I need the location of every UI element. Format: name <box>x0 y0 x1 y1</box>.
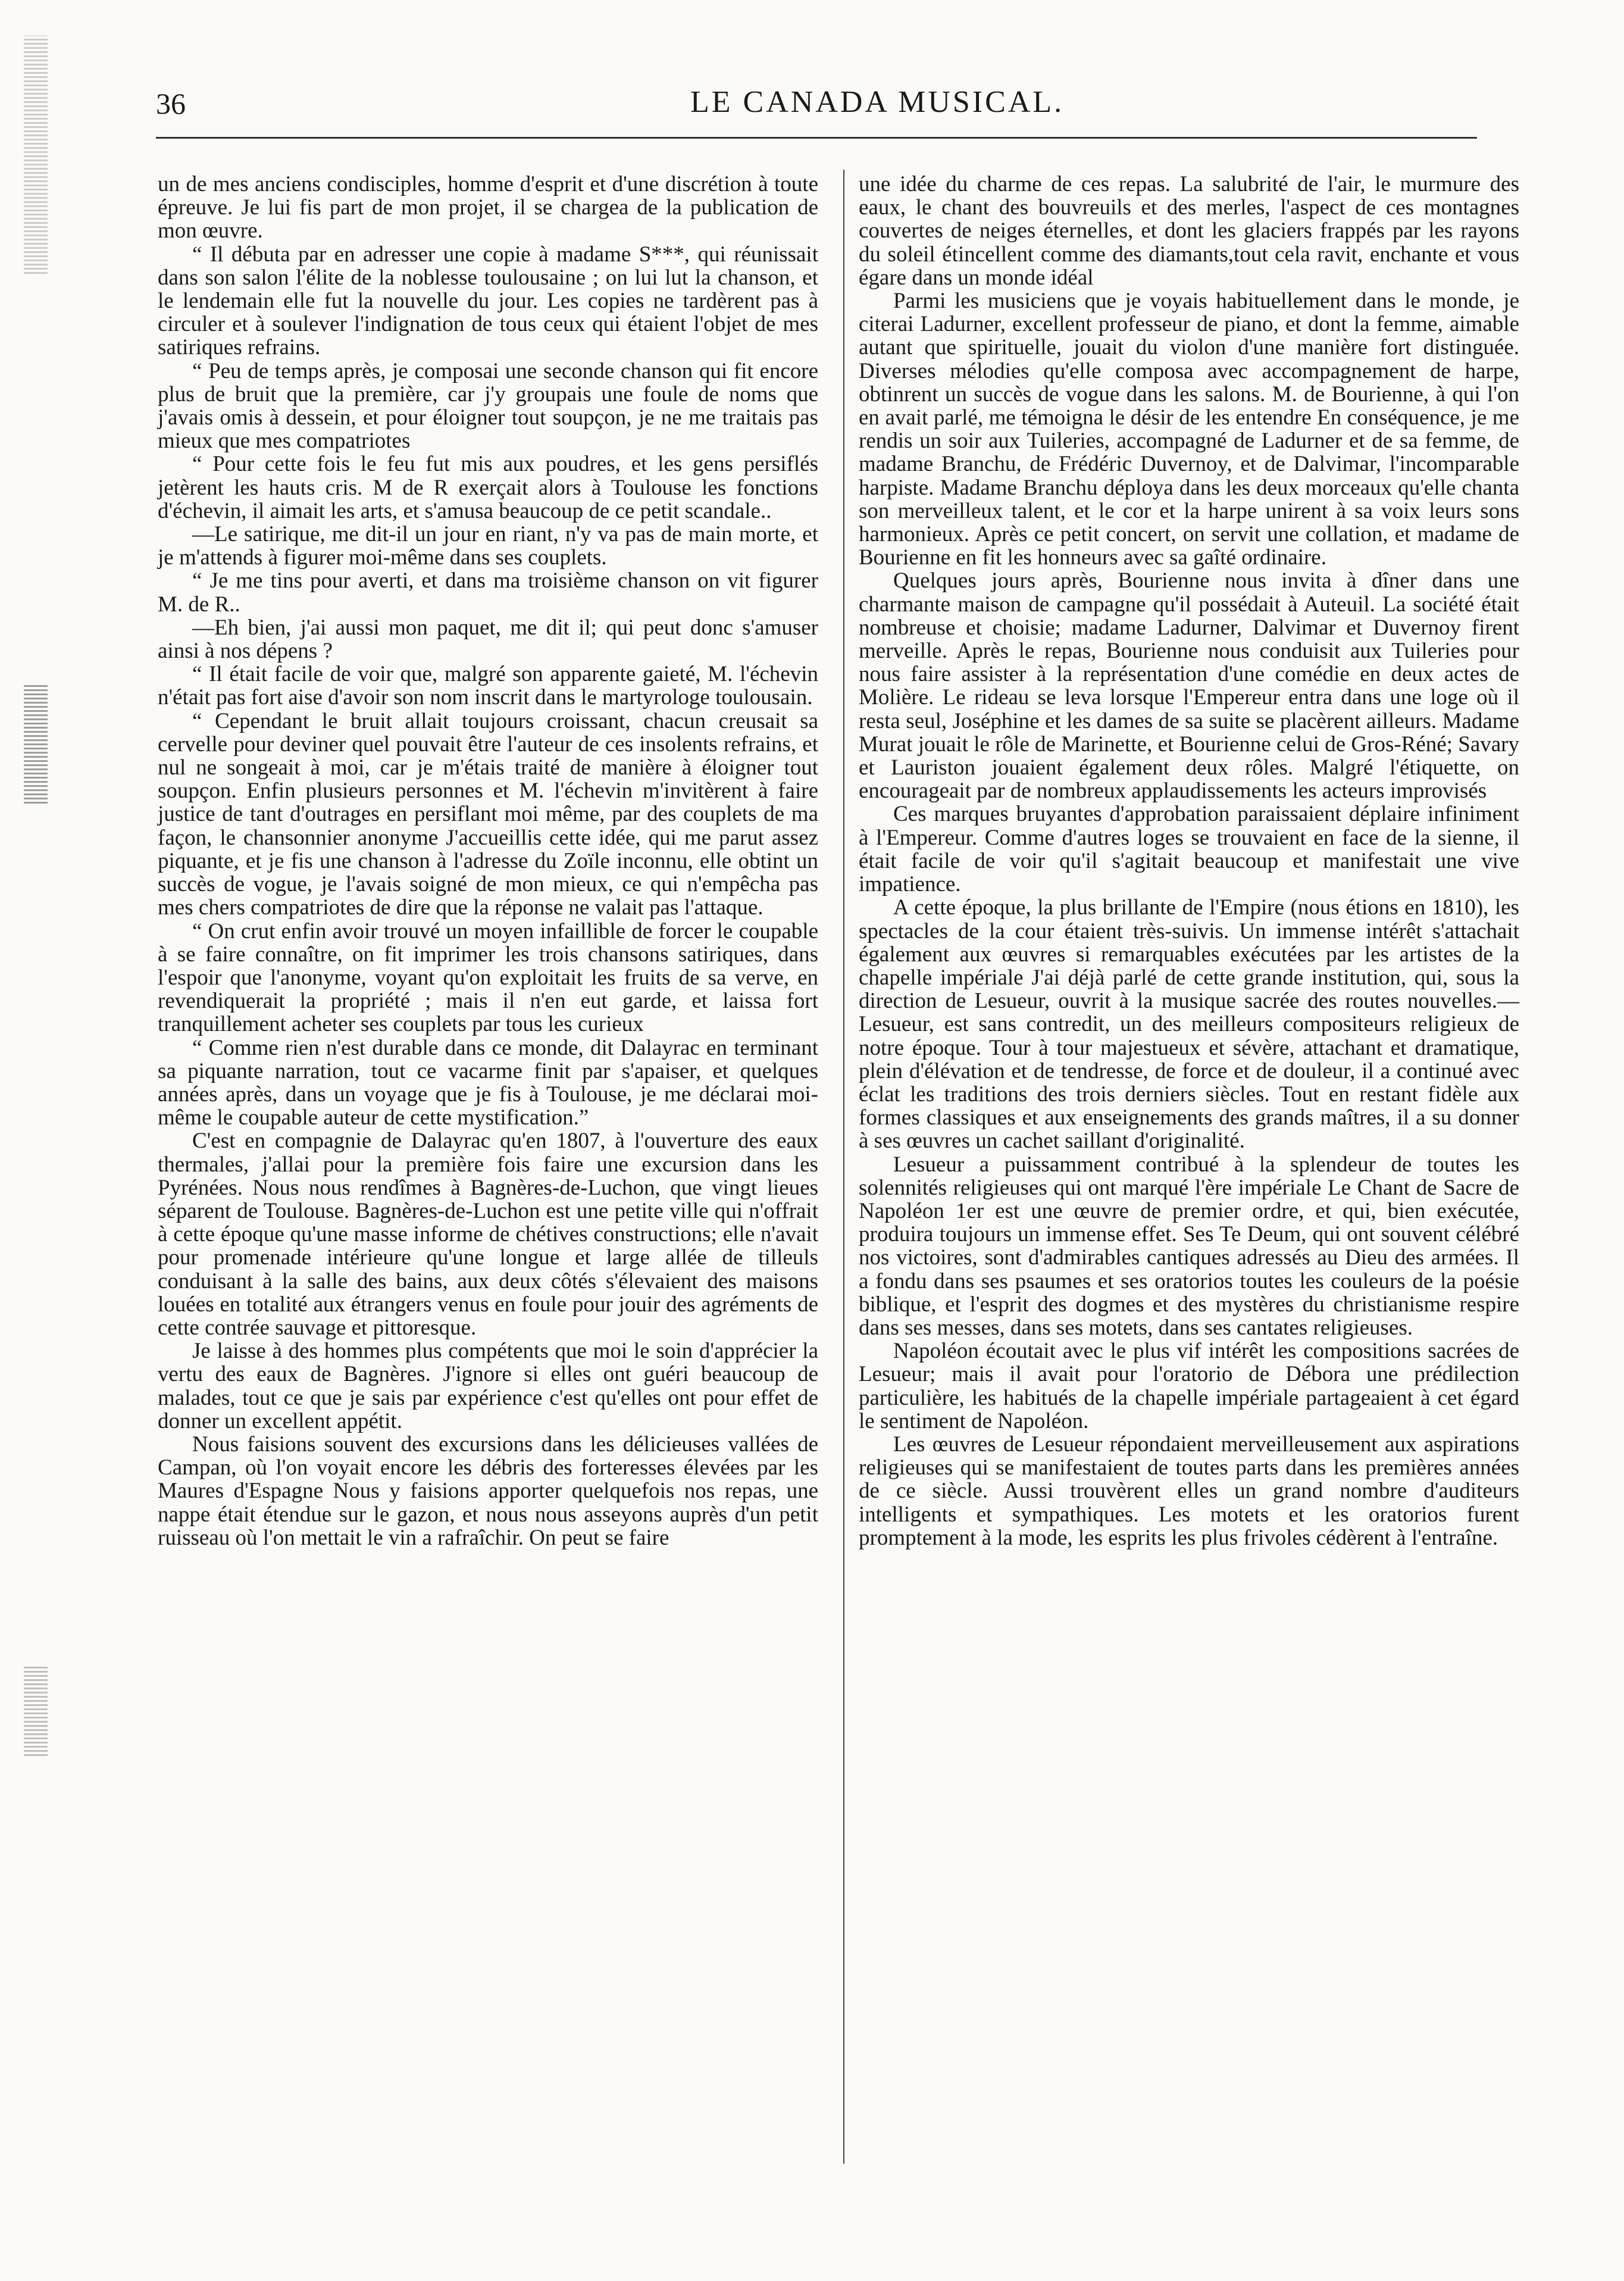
column-divider <box>843 170 844 2164</box>
header-rule <box>156 137 1477 139</box>
paragraph: —Le satirique, me dit-il un jour en riant, n'y va pas de main morte, et je m'attends à figurer moi-même dans ses couplets. <box>158 522 818 570</box>
paragraph: Ces marques bruyantes d'approbation paraissaient déplaire infiniment à l'Empereur. Comme d'autres loges se trouvaient en face de la sienne, il était facile de voir qu'il s'agitait beaucoup et manifestait une vive impatience. <box>859 802 1519 897</box>
paragraph: “ Peu de temps après, je composai une seconde chanson qui fit encore plus de bruit que la première, car j'y groupais une foule de noms que j'avais omis à dessein, et pour éloigner tout soupçon, je ne me traitais pas mieux que mes compatriotes <box>158 358 818 454</box>
paragraph: —Eh bien, j'ai aussi mon paquet, me dit il; qui peut donc s'amuser ainsi à nos dépens ? <box>158 615 818 664</box>
scan-edge-mark <box>24 1667 48 1756</box>
scan-edge-mark <box>24 685 48 804</box>
scan-edge-mark <box>24 36 48 274</box>
paragraph: “ Pour cette fois le feu fut mis aux poudres, et les gens persiflés jetèrent les hauts cris. M de R exerçait alors à Toulouse les fonctions d'échevin, il aimait les arts, et s'amusa beaucoup de ce petit scandale.. <box>158 452 818 523</box>
paragraph: Napoléon écoutait avec le plus vif intérêt les compositions sacrées de Lesueur; mais il avait pour l'oratorio de Débora une prédilection particulière, les habitués de la chapelle impériale partageaient à cet égard le sentiment de Napoléon. <box>859 1339 1519 1433</box>
paragraph: C'est en compagnie de Dalayrac qu'en 1807, à l'ouverture des eaux thermales, j'allai pour la première fois faire une excursion dans les Pyrénées. Nous nous rendîmes à Bagnères-de-Luchon, que vingt lieues séparent de Toulouse. Bagnères-de-Luchon est une petite ville qui n'offrait à cette époque qu'une masse informe de chétives constructions; elle n'avait pour promenade intérieure qu'une longue et large allée de tilleuls conduisant à la salle des bains, aux deux côtés s'élevaient des maisons louées en totalité aux étrangers venus en foule pour jouir des agréments de cette contrée sauvage et pittoresque. <box>158 1129 818 1340</box>
paragraph: A cette époque, la plus brillante de l'Empire (nous étions en 1810), les spectacles de la cour étaient très-suivis. Un immense intérêt s'attachait également aux œuvres si remarquables exécutées par les artistes de la chapelle impériale J'ai déjà parlé de cette grande institution, qui, sous la direction de Lesueur, ouvrit à la musique sacrée des routes nouvelles.—Lesueur, est sans contredit, un des meilleurs compositeurs religieux de notre époque. Tour à tour majestueux et sévère, attachant et dramatique, plein d'élévation et de tendresse, de force et de douleur, il a continué avec éclat les traditions des trois derniers siècles. Tout en restant fidèle aux formes classiques et aux enseignements des grands maîtres, il a su donner à ses œuvres un cachet saillant d'originalité. <box>859 895 1519 1154</box>
paragraph: “ On crut enfin avoir trouvé un moyen infaillible de forcer le coupable à se faire connaître, on fit imprimer les trois chansons satiriques, dans l'espoir que l'anonyme, voyant qu'on exploitait les fruits de sa verve, en revendiquerait la propriété ; mais il n'en eut garde, et laissa fort tranquillement acheter ses couplets par tous les curieux <box>158 918 818 1037</box>
paragraph: Les œuvres de Lesueur répondaient merveilleusement aux aspirations religieuses qui se manifestaient de toutes parts dans les premières années de ce siècle. Aussi trouvèrent elles un grand nombre d'auditeurs intelligents et sympathiques. Les motets et les oratorios furent promptement à la mode, les esprits les plus frivoles cédèrent à l'entraîne. <box>859 1432 1519 1550</box>
right-column <box>859 173 1519 1549</box>
paragraph: Parmi les musiciens que je voyais habituellement dans le monde, je citerai Ladurner, excellent professeur de piano, et dont la femme, aimable autant que spirituelle, jouait du violon d'une manière fort distinguée. Diverses mélodies qu'elle composa avec accompagnement de harpe, obtinrent un succès de vogue dans les salons. M. de Bourienne, à qui l'on en avait parlé, me témoigna le désir de les entendre En conséquence, je me rendis un soir aux Tuileries, accompagné de Ladurner et de sa femme, de madame Branchu, de Frédéric Duvernoy, et de Dalvimar, l'incomparable harpiste. Madame Branchu déploya dans les deux morceaux qu'elle chanta son merveilleux talent, et le cor et la harpe unirent à sa voix leurs sons harmonieux. Après ce petit concert, on servit une collation, et madame de Bourienne en fit les honneurs avec sa gaîté ordinaire. <box>859 289 1519 570</box>
running-title: LE CANADA MUSICAL. <box>690 85 1065 119</box>
paragraph: Quelques jours après, Bourienne nous invita à dîner dans une charmante maison de campagne qu'il possédait à Auteuil. La société était nombreuse et choisie; madame Ladurner, Dalvimar et Duvernoy firent merveille. Après le repas, Bourienne nous conduisit aux Tuileries pour nous faire assister à la représentation d'une comédie en deux actes de Molière. Le rideau se leva lorsque l'Empereur entra dans une loge où il resta seul, Joséphine et les dames de sa suite se placèrent ailleurs. Madame Murat jouait le rôle de Marinette, et Bourienne celui de Gros-Réné; Savary et Lauriston jouaient également deux rôles. Malgré l'étiquette, on encourageait par de nombreux applaudissements les acteurs improvisés <box>859 568 1519 804</box>
paragraph: Nous faisions souvent des excursions dans les délicieuses vallées de Campan, où l'on voyait encore les débris des forteresses élevées par les Maures d'Espagne Nous y faisions apporter quelquefois nos repas, une nappe était étendue sur le gazon, et nous nous asseyons auprès d'un petit ruisseau où l'on mettait le vin a rafraîchir. On peut se faire <box>158 1432 818 1550</box>
paragraph: “ Il débuta par en adresser une copie à madame S***, qui réunissait dans son salon l'élite de la noblesse toulousaine ; on lui lut la chanson, et le lendemain elle fut la nouvelle du jour. Les copies ne tardèrent pas à circuler et à soulever l'indignation de tous ceux qui étaient l'objet de mes satiriques refrains. <box>158 242 818 360</box>
paragraph: “ Je me tins pour averti, et dans ma troisième chanson on vit figurer M. de R.. <box>158 568 818 617</box>
paragraph: “ Cependant le bruit allait toujours croissant, chacun creusait sa cervelle pour deviner quel pouvait être l'auteur de ces insolents refrains, et nul ne songeait à moi, car je m'étais traité de manière à éloigner tout soupçon. Enfin plusieurs personnes et M. l'échevin m'invitèrent à faire justice de tant d'outrages en persiflant moi même, par des couplets de ma façon, le chansonnier anonyme J'accueillis cette idée, qui me parut assez piquante, et je fis une chanson à l'adresse du Zoïle inconnu, elle obtint un succès de vogue, je l'avais soigné de mon mieux, ce qui n'empêcha pas mes chers compatriotes de dire que la réponse ne valait pas l'attaque. <box>158 708 818 920</box>
paragraph: un de mes anciens condisciples, homme d'esprit et d'une discrétion à toute épreuve. Je lui fis part de mon projet, il se chargea de la publication de mon œuvre. <box>158 172 818 243</box>
page-number: 36 <box>156 87 186 120</box>
paragraph: “ Comme rien n'est durable dans ce monde, dit Dalayrac en terminant sa piquante narration, tout ce vacarme finit par s'apaiser, et quelques années après, dans un voyage que je fis à Toulouse, je me déclarai moi-même le coupable auteur de cette mystification.” <box>158 1035 818 1130</box>
paragraph: Je laisse à des hommes plus compétents que moi le soin d'apprécier la vertu des eaux de Bagnères. J'ignore si elles ont guéri beaucoup de malades, tout ce que je sais par expérience c'est qu'elles ont pour effet de donner un excellent appétit. <box>158 1339 818 1433</box>
left-column <box>158 173 818 1549</box>
paragraph: Lesueur a puissamment contribué à la splendeur de toutes les solennités religieuses qui ont marqué l'ère impériale Le Chant de Sacre de Napoléon 1er est une œuvre de premier ordre, et qui, bien exécutée, produira toujours un immense effet. Ses Te Deum, qui ont souvent célébré nos victoires, sont d'admirables cantiques adressés au Dieu des armées. Il a fondu dans ses psaumes et ses oratorios toutes les couleurs de la poésie biblique, et l'esprit des dogmes et des mystères du christianisme respire dans ses messes, dans ses motets, dans ses cantates religieuses. <box>859 1152 1519 1340</box>
paragraph: une idée du charme de ces repas. La salubrité de l'air, le murmure des eaux, le chant des bouvreuils et des merles, l'aspect de ces montagnes couvertes de neiges éternelles, et dont les glaciers frappés par les rayons du soleil étincellent comme des diamants,tout cela ravit, enchante et vous égare dans un monde idéal <box>859 172 1519 290</box>
paragraph: “ Il était facile de voir que, malgré son apparente gaieté, M. l'échevin n'était pas fort aise d'avoir son nom inscrit dans le martyrologe toulousain. <box>158 662 818 710</box>
